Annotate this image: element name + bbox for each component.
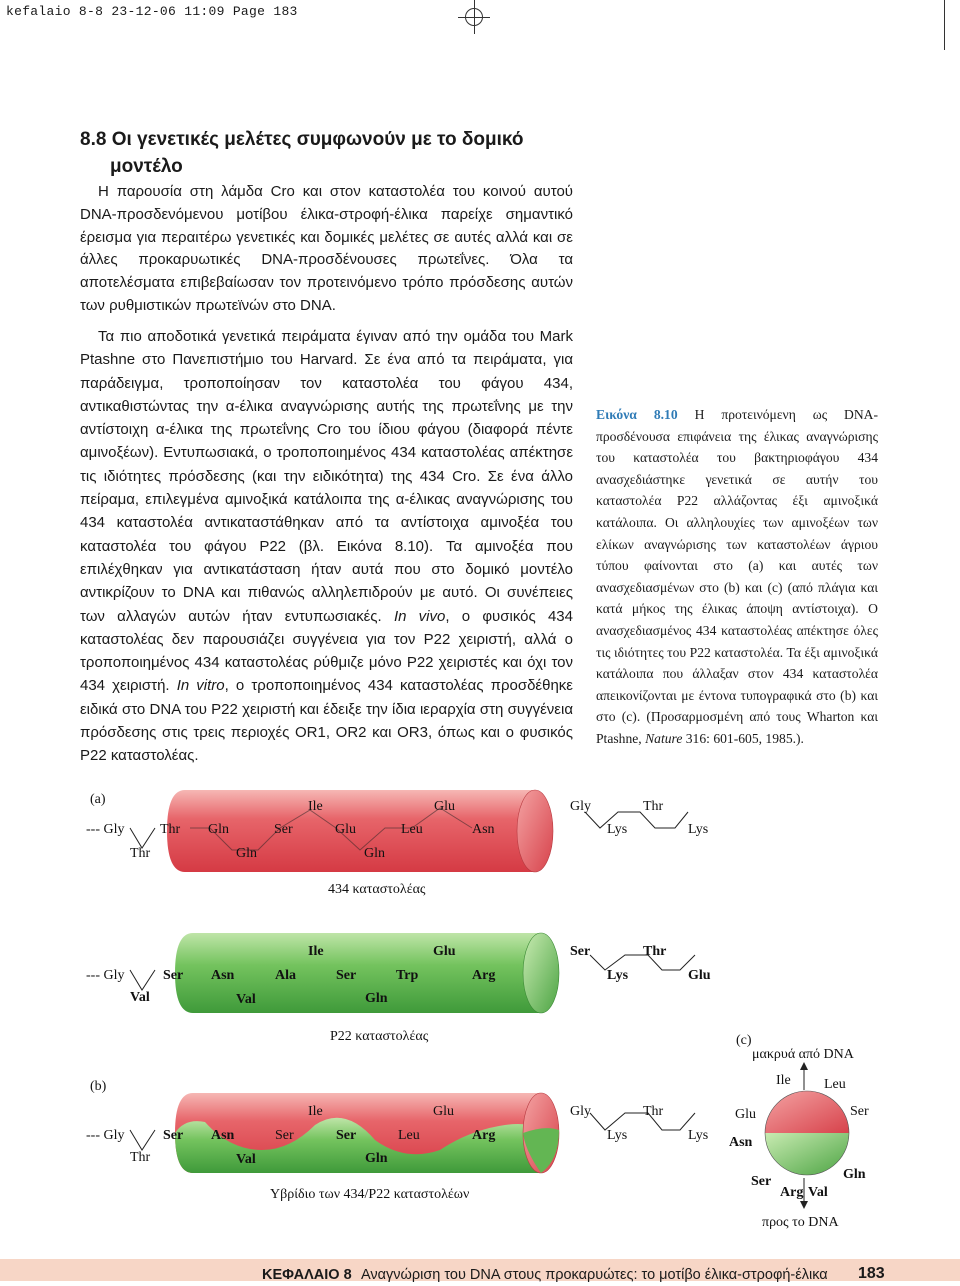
b-res-thr-2: Thr [643,1104,664,1119]
p22-res-ser-3: Ser [570,944,591,959]
b-res-leu: Leu [398,1128,420,1143]
a-res-thr-3: Thr [643,799,664,814]
a-res-lys-2: Lys [688,822,709,837]
footer-chapter: ΚΕΦΑΛΑΙΟ 8 [262,1267,352,1283]
c-res-ser-2: Ser [751,1174,772,1189]
b-res-asn: Asn [211,1128,235,1143]
p22-res-ser-1: Ser [163,968,184,983]
p22-res-ser-2: Ser [336,968,357,983]
c-res-ser-1: Ser [850,1104,869,1119]
p22-res-gln: Gln [365,991,388,1006]
in-vivo-term: In vivo [393,607,446,625]
b-res-thr-1: Thr [130,1150,151,1165]
c-res-val: Val [808,1185,828,1200]
b-res-lys-1: Lys [607,1128,628,1143]
a-res-gln-1: Gln [208,822,229,837]
p22-res-ala: Ala [275,968,296,983]
a-res-thr-1: Thr [130,846,151,861]
c-arrow-up-head [800,1062,808,1070]
c-circle-green [765,1133,849,1175]
c-top-label: μακρυά από DNA [752,1047,854,1062]
p22-res-ile: Ile [308,944,324,959]
b-res-arg: Arg [472,1128,496,1143]
a-res-ile: Ile [308,799,323,814]
b-res-ser-1: Ser [163,1128,184,1143]
c-res-asn: Asn [729,1135,753,1150]
cylinder-p22-end [523,933,559,1013]
b-name: Υβρίδιο των 434/P22 καταστολέων [270,1187,470,1202]
panel-c-label: (c) [736,1033,752,1048]
c-res-gln: Gln [843,1167,866,1182]
b-res-ile: Ile [308,1104,323,1119]
b-prefix: --- Gly [86,1128,125,1143]
a-res-glu-1: Glu [335,822,356,837]
c-res-leu: Leu [824,1077,846,1092]
c-circle-red [765,1091,849,1133]
p22-res-glu: Glu [433,944,456,959]
b-res-glu: Glu [433,1104,454,1119]
p22-res-thr: Thr [643,944,667,959]
caption-text-2: 316: 601-605, 1985.). [682,730,804,746]
c-res-glu: Glu [735,1107,756,1122]
a-prefix: --- Gly [86,822,125,837]
footer-title: Αναγνώριση του DNA στους προκαρυώτες: το μοτίβο έλικα-στροφή-έλικα [361,1267,828,1283]
b-res-lys-2: Lys [688,1128,709,1143]
p22-res-glu-2: Glu [688,968,711,983]
caption-label: Εικόνα 8.10 [596,407,678,422]
figure-caption [596,404,878,750]
crop-mark-circle [465,8,483,26]
paragraph2-part3: , ο τροποποιημένος 434 καταστολέας προσδέθηκε ειδικά στο DNA του P22 χειριστή και έδειξε την ίδια ιεραρχία στη συγγένεια πρόσδεσης στις τρεις περιοχές OR1, OR2 και OR3, όπως και ο φυσικός P22 καταστολέας. [80,677,573,765]
b-res-val: Val [236,1152,256,1167]
zigzag-434-right [585,812,688,828]
p22-name: P22 καταστολέας [330,1029,429,1044]
paragraph2-part1: Τα πιο αποδοτικά γενετικά πειράματα έγιναν από την ομάδα του Mark Ptashne στο Πανεπιστήμιο του Harvard. Σε ένα από τα πειράματα, για παράδειγμα, τροποποίησαν τον καταστολέα του φάγου 434, αντικαθιστώντας την α-έλικα αναγνώρισης αυτής της πρωτεΐνης με την αντίστοιχη α-έλικα της πρωτεΐνης Cro του ίδιου φάγου (διαφορά πέντε αμινοξέων). Εντυπωσιακά, ο τροποποιημένος 434 καταστολέας απέκτησε τις ιδιότητες πρόσδεσης (και την ειδικότητα) της 434 Cro. Σε ένα άλλο πείραμα, επιλεγμένα αμινοξικά κατάλοιπα της α-έλικας αναγνώρισης του 434 καταστολέα αντικαταστάθηκαν από τα αντίστοιχα αμινοξέα του καταστολέα του φάγου P22 (βλ. Εικόνα 8.10). Τα αμινοξέα που επιλέχθηκαν για αντικατάσταση ήταν αυτά που στο δομικό μοντέλο αντικρίζουν το DNA και πιθανώς αλληλεπιδρούν με αυτό. Οι συνέπειες των αλλαγών αυτών ήταν εντυπωσιακές. [80,328,573,625]
caption-text-1: Η προτεινόμενη ως DNA-προσδένουσα επιφάνεια της έλικας αναγνώρισης του καταστολέα του βακτηριοφάγου 434 ανασχεδιάστηκε γενετικά σε αυτήν του καταστολέα P22 αλλάζοντας έξι αμινοξικά κατάλοιπα. Οι αλληλουχίες των αμινοξέων των ελίκων αναγνώρισης των καταστολέων άγριου τύπου φαίνονται στο (a) και αυτές των ανασχεδιασμένων στο (b) και (c) (από πλάγια και κατά μήκος της έλικας άποψη αντίστοιχα). Ο ανασχεδιασμένος 434 καταστολέας απέκτησε όλες τις ιδιότητες του P22 καταστολέα. Τα έξι αμινοξικά κατάλοιπα που άλλαξαν στον 434 καταστολέα απεικονίζονται με έντονα τυπογραφικά στο (b) και στο (c). (Προσαρμοσμένη από τους Wharton και Ptashne, [596,407,879,746]
body-paragraph-1: Η παρουσία στη λάμδα Cro και στον καταστολέα του κοινού αυτού DNA-προσδενόμενου μοτίβου έλικα-στροφή-έλικα παρείχε σημαντικό έρεισμα για περαιτέρω γενετικές και δομικές μελέτες σε αυτές αλλά και σε άλλες προκαρυωτικές DNA-προσδένουσες πρωτεΐνες. Όλα τα αποτελέσματα επιβεβαίωσαν τον προτεινόμενο τρόπο πρόσδεσης αυτών των ρυθμιστικών πρωτεϊνών στο DNA. [80,183,573,314]
section-title [80,126,600,180]
zigzag-b-left [130,1130,155,1150]
a-name: 434 καταστολέας [328,882,426,897]
p22-prefix: --- Gly [86,968,125,983]
p22-res-trp: Trp [396,968,419,983]
a-res-lys-1: Lys [607,822,628,837]
a-res-gln-2: Gln [236,846,257,861]
in-vitro-term: In vitro [176,677,225,695]
p22-res-val-1: Val [130,990,150,1005]
a-res-asn: Asn [472,822,495,837]
zigzag-p22-left [130,970,155,990]
p22-res-val-2: Val [236,992,256,1007]
b-res-gln: Gln [365,1151,388,1166]
p22-res-arg: Arg [472,968,496,983]
c-res-ile: Ile [776,1073,791,1088]
a-res-gly: Gly [570,799,591,814]
b-res-gly: Gly [570,1104,591,1119]
p22-res-lys: Lys [607,968,629,983]
c-res-arg: Arg [780,1185,804,1200]
c-bottom-label: προς το DNA [762,1215,839,1230]
paragraph2-part2: , ο φυσικός 434 καταστολέας δεν παρουσιάζει συγγένεια για τον P22 χειριστή, αλλά ο τροποποιημένος 434 καταστολέας ρύθμιζε μόνο P22 χειριστές και όχι τον 434 χειριστή. [80,607,573,695]
section-title-line1: 8.8 Οι γενετικές μελέτες συμφωνούν με το δομικό [80,129,524,150]
crop-mark-right [944,0,945,50]
a-res-glu-2: Glu [434,799,455,814]
running-head: kefalaio 8-8 23-12-06 11:09 Page 183 [6,4,298,19]
a-res-leu: Leu [401,822,423,837]
panel-a-label: (a) [90,792,106,807]
section-title-line2: μοντέλο [110,156,183,177]
p22-res-asn: Asn [211,968,235,983]
zigzag-434-left [130,828,155,848]
b-res-ser-2: Ser [275,1128,294,1143]
footer-page-number: 183 [858,1265,885,1282]
a-res-gln-3: Gln [364,846,385,861]
caption-journal: Nature [645,730,683,746]
c-arrow-down-head [800,1201,808,1209]
cylinder-434-end [517,790,553,872]
figure-8-10 [0,760,960,1260]
a-res-thr-2: Thr [160,822,181,837]
body-paragraph-2 [80,325,573,768]
a-res-ser: Ser [274,822,293,837]
b-res-ser-3: Ser [336,1128,357,1143]
panel-b-label: (b) [90,1079,107,1094]
